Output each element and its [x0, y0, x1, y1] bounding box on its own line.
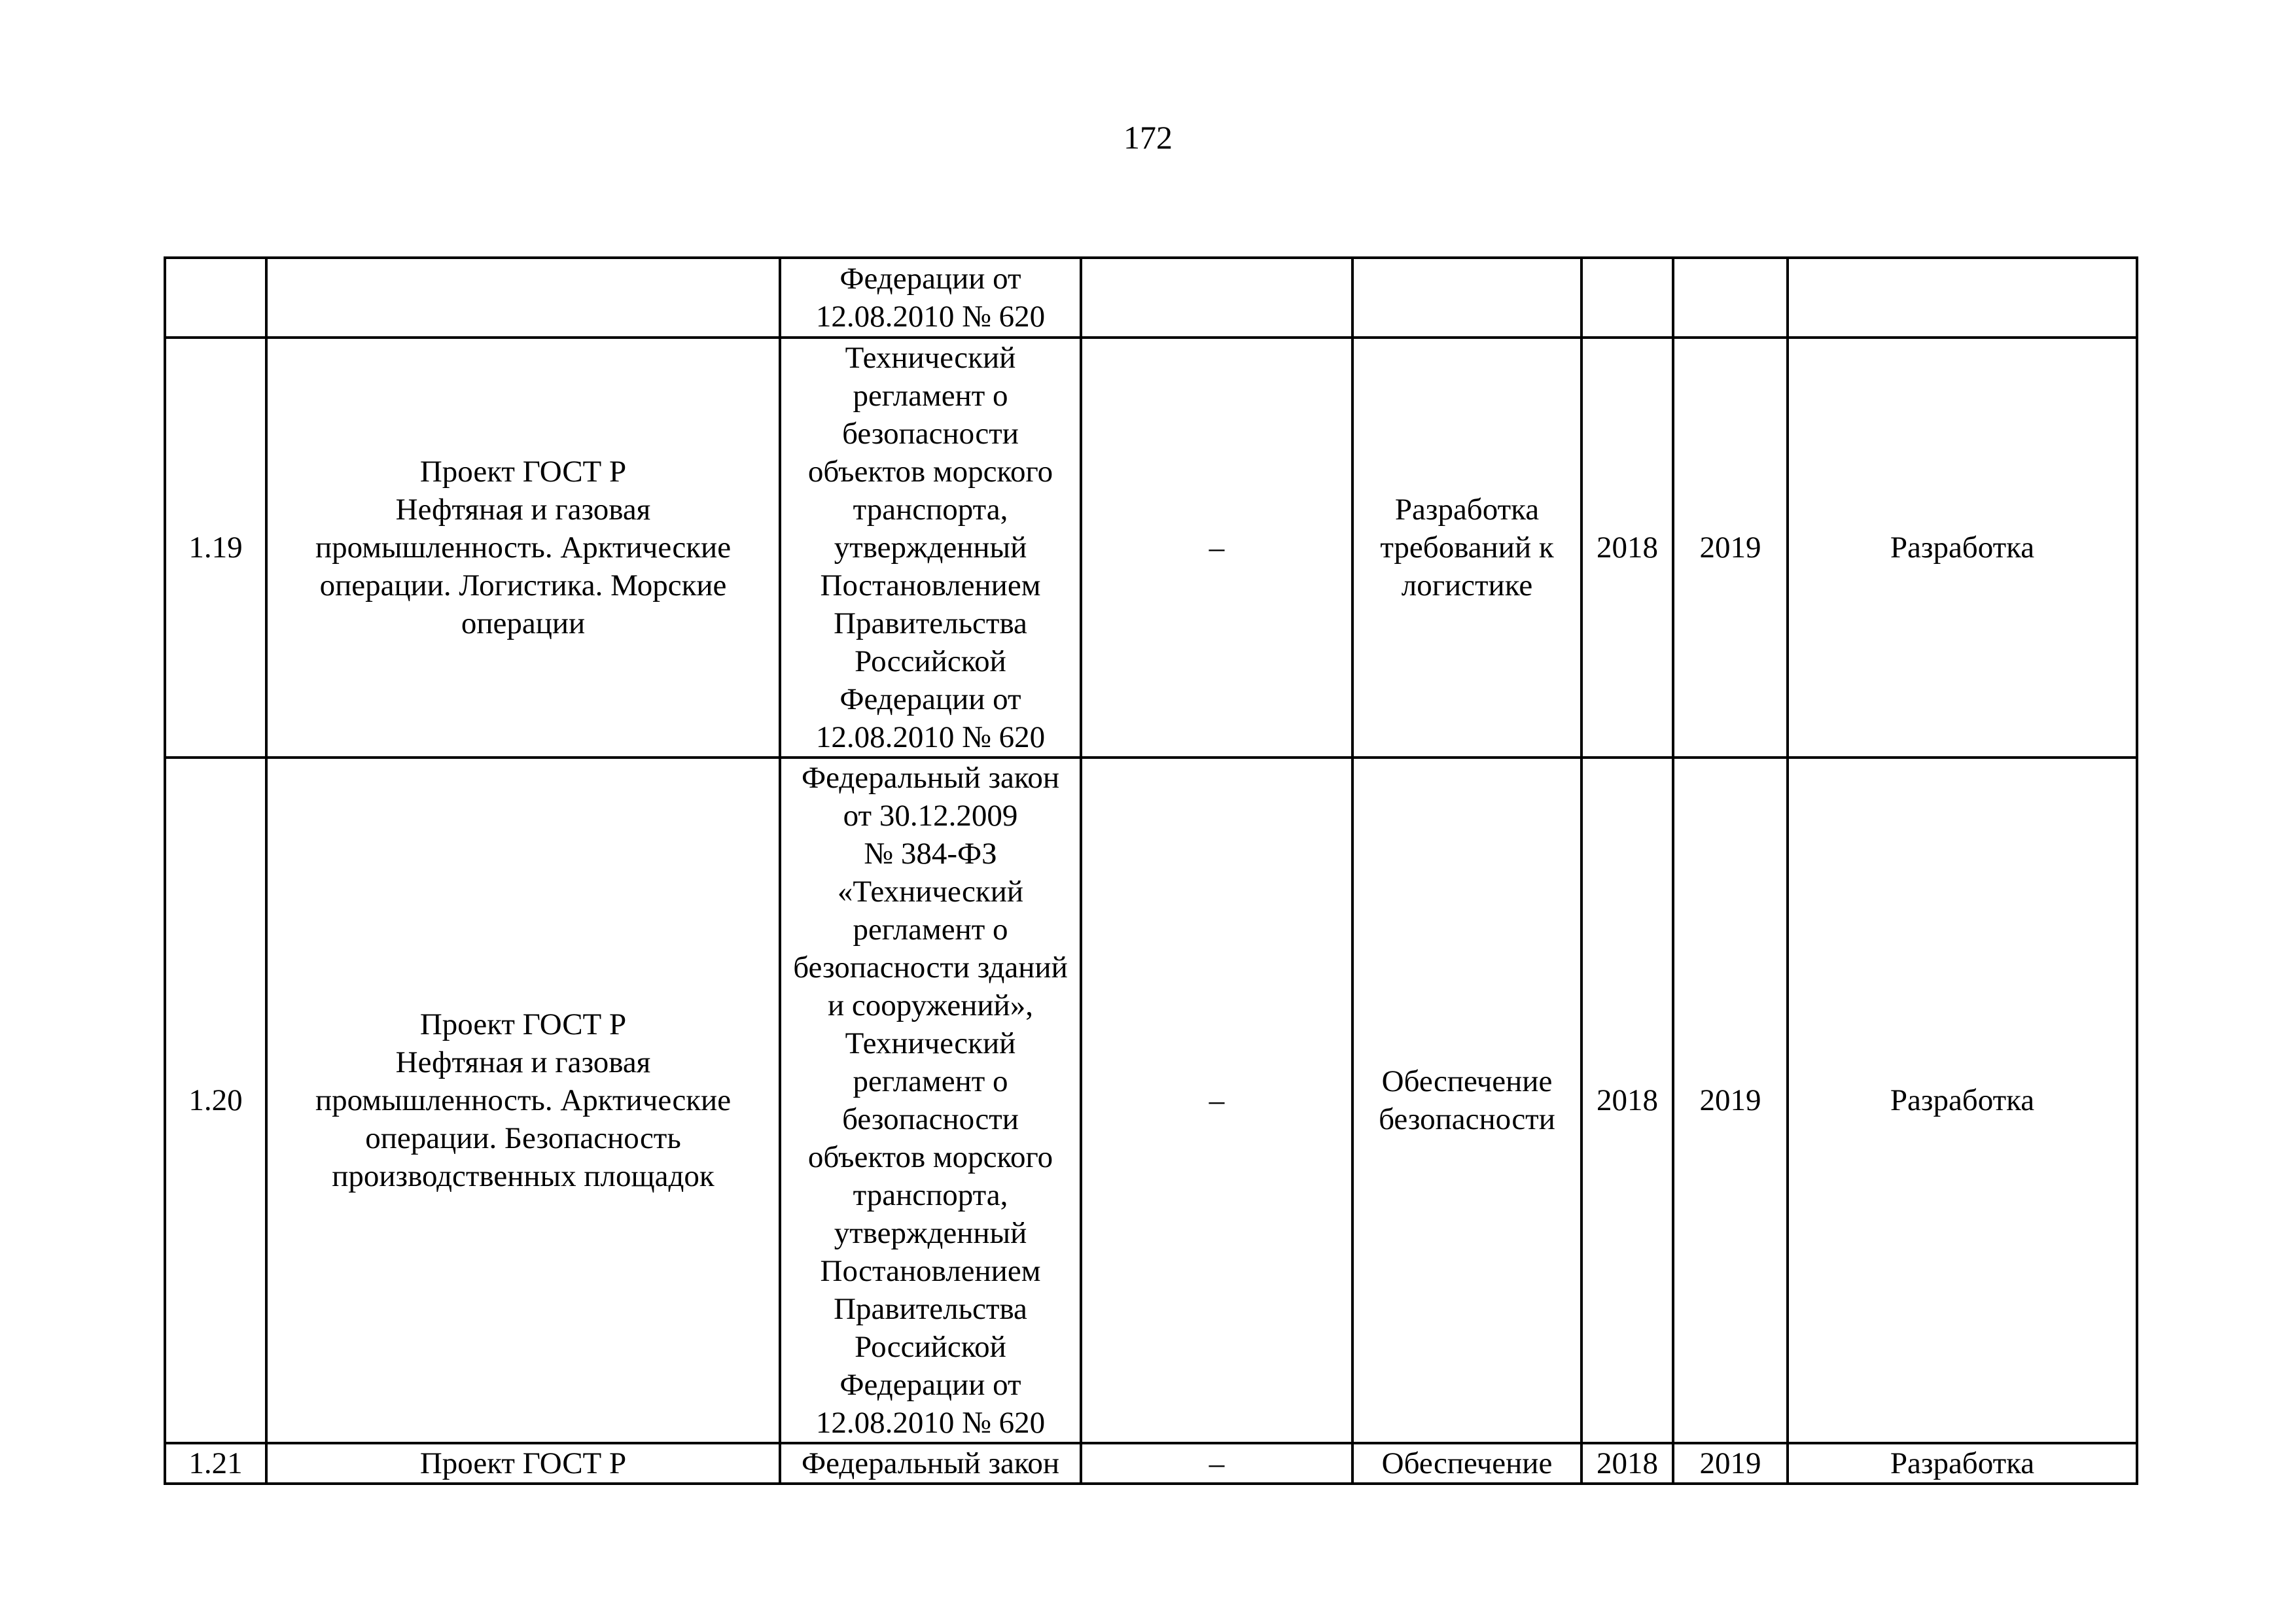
- cell-end-year: [1673, 258, 1788, 338]
- cell-basis: Федеральный закон от 30.12.2009 № 384-ФЗ «Технический регламент о безопасности зданий и сооружений», Технический регламент о безопасности объектов морского транспорта, утвержденный Постановлением Правительства Российской Федерации от 12.08.2010 № 620: [780, 758, 1081, 1443]
- cell-name: [266, 258, 780, 338]
- cell-stage: [1788, 258, 2137, 338]
- cell-start-year: 2018: [1581, 1443, 1673, 1484]
- cell-col4: –: [1081, 1443, 1352, 1484]
- cell-col4: [1081, 258, 1352, 338]
- cell-basis: Федеральный закон: [780, 1443, 1081, 1484]
- cell-start-year: 2018: [1581, 758, 1673, 1443]
- cell-goal: [1352, 258, 1581, 338]
- cell-stage: Разработка: [1788, 338, 2137, 758]
- cell-stage: Разработка: [1788, 1443, 2137, 1484]
- cell-start-year: 2018: [1581, 338, 1673, 758]
- table-row: [165, 258, 2137, 338]
- cell-name: Проект ГОСТ Р Нефтяная и газовая промышленность. Арктические операции. Логистика. Морские операции: [266, 338, 780, 758]
- cell-num: 1.19: [165, 338, 266, 758]
- cell-name: Проект ГОСТ Р: [266, 1443, 780, 1484]
- table-row: [165, 758, 2137, 1443]
- cell-col4: –: [1081, 758, 1352, 1443]
- page-number: 172: [1123, 119, 1173, 156]
- cell-col4: –: [1081, 338, 1352, 758]
- cell-stage: Разработка: [1788, 758, 2137, 1443]
- cell-num: [165, 258, 266, 338]
- cell-num: 1.21: [165, 1443, 266, 1484]
- table-row: [165, 338, 2137, 758]
- cell-end-year: 2019: [1673, 338, 1788, 758]
- cell-basis: Федерации от 12.08.2010 № 620: [780, 258, 1081, 338]
- table-row: [165, 1443, 2137, 1484]
- cell-goal: Обеспечение безопасности: [1352, 758, 1581, 1443]
- cell-end-year: 2019: [1673, 1443, 1788, 1484]
- cell-goal: Обеспечение: [1352, 1443, 1581, 1484]
- standards-table: [164, 256, 2138, 1485]
- cell-basis: Технический регламент о безопасности объектов морского транспорта, утвержденный Постановлением Правительства Российской Федерации от 12.08.2010 № 620: [780, 338, 1081, 758]
- cell-num: 1.20: [165, 758, 266, 1443]
- cell-name: Проект ГОСТ Р Нефтяная и газовая промышленность. Арктические операции. Безопасность производственных площадок: [266, 758, 780, 1443]
- cell-end-year: 2019: [1673, 758, 1788, 1443]
- cell-goal: Разработка требований к логистике: [1352, 338, 1581, 758]
- cell-start-year: [1581, 258, 1673, 338]
